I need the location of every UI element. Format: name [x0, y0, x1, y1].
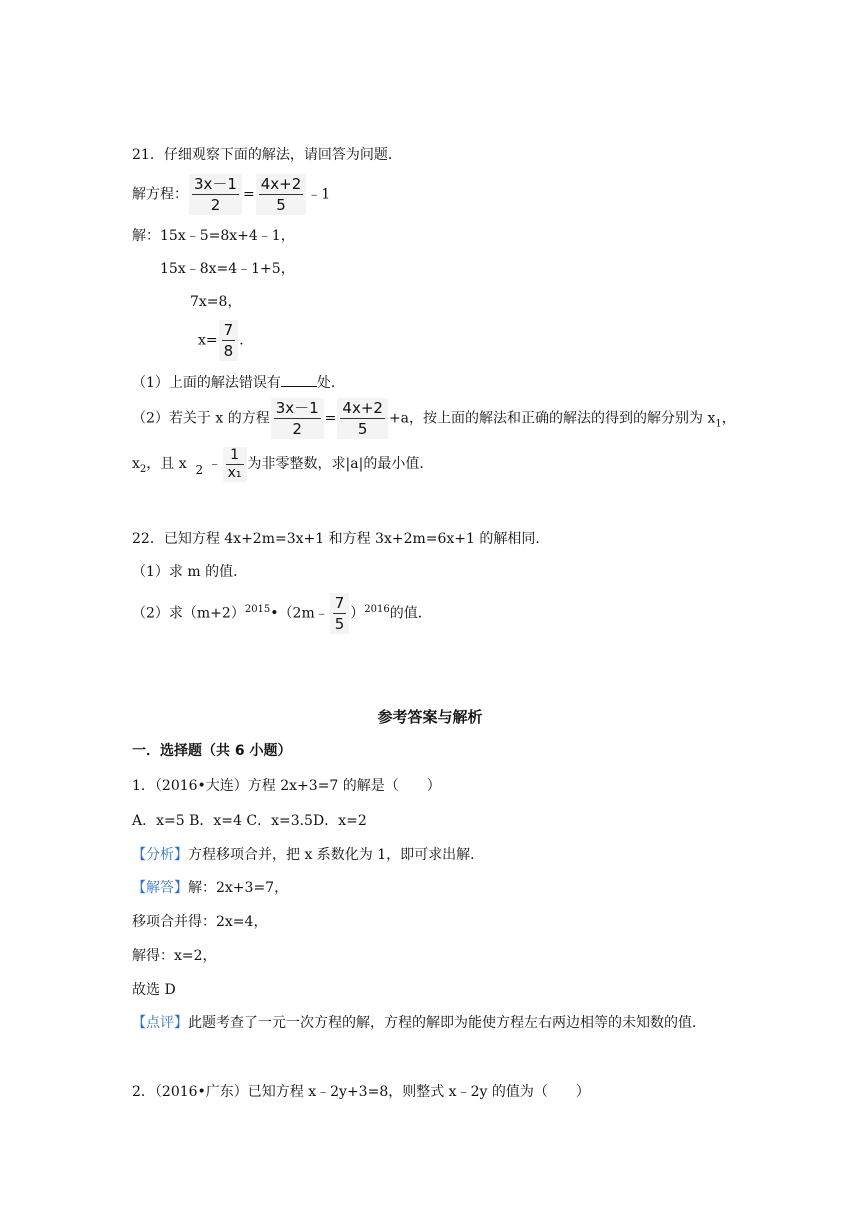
- analysis-text: 方程移项合并，把 x 系数化为 1，即可求出解．: [188, 847, 485, 863]
- q21-frac2-num: 4x+2: [260, 175, 302, 193]
- q22-part2-fraction: [330, 593, 350, 634]
- q21-step2: 15x﹣8x=4﹣1+5，: [160, 261, 295, 277]
- q21-part2-f: 2: [195, 463, 204, 477]
- q22-part2-b: •（2m﹣: [270, 605, 329, 622]
- q21-part2-frac1-den: 2: [292, 420, 302, 438]
- q21-step4-den: 8: [223, 342, 234, 360]
- q21-part2-sub1: 1: [715, 418, 722, 430]
- q22-part2-a: （2）求（m+2）: [132, 605, 245, 622]
- answers-solution: [132, 878, 288, 898]
- answers-sol-line4: 故选 D: [132, 982, 176, 998]
- q21-part2-sub2: 2: [139, 463, 147, 475]
- q21-step4-num: 7: [223, 321, 234, 339]
- q21-equation: [132, 174, 330, 215]
- q22-intro: 22．已知方程 4x+2m=3x+1 和方程 3x+2m=6x+1 的解相同．: [132, 531, 550, 547]
- q21-part2-a: （2）若关于 x 的方程: [132, 410, 270, 427]
- q22-part2-frac-den: 5: [334, 615, 345, 634]
- analysis-tag: 【分析】: [132, 847, 188, 863]
- answers-sol-line2: 移项合并得：2x=4，: [132, 914, 268, 930]
- answers-q1-options: A．x=5 B．x=4 C．x=3.5D．x=2: [132, 813, 367, 829]
- q21-fraction-2: [256, 174, 307, 215]
- q21-part2-line1: [132, 398, 736, 444]
- q21-step1: 解：15x﹣5=8x+4﹣1，: [132, 228, 295, 244]
- q21-eq-prefix: 解方程：: [132, 186, 188, 203]
- q21-intro: 21．仔细观察下面的解法，请回答为问题．: [132, 147, 402, 163]
- answers-title: 参考答案与解析: [377, 708, 483, 726]
- q22-part1: （1）求 m 的值．: [132, 564, 248, 580]
- comment-text: 此题考查了一元一次方程的解，方程的解即为能使方程左右两边相等的未知数的值．: [188, 1015, 706, 1031]
- q22-part2-sup2: 2016: [364, 604, 390, 615]
- q21-part1-suffix: 处．: [316, 375, 345, 391]
- q21-eq-equal: =: [242, 186, 255, 203]
- answers-q2: 2．（2016•广东）已知方程 x﹣2y+3=8，则整式 x﹣2y 的值为（ ）: [132, 1084, 590, 1100]
- q21-part2-frac2-den: 5: [357, 420, 368, 438]
- q22-part2-c: ）: [350, 605, 365, 622]
- q22-part2-sup1: 2015: [244, 604, 271, 615]
- q21-part2-d: x: [132, 456, 140, 472]
- q21-step4-fraction: [219, 320, 239, 361]
- q21-fraction-1: [189, 174, 242, 215]
- q21-part2-fraction-2: [337, 398, 388, 439]
- q22-part2-d: 的值．: [389, 605, 432, 622]
- q21-answer-blank: [281, 372, 317, 387]
- q21-part2-fraction-3: [223, 447, 247, 482]
- q21-part2-frac2-num: 4x+2: [342, 399, 383, 417]
- q22-part2: [132, 590, 432, 634]
- q21-part1-prefix: （1）上面的解法错误有: [132, 375, 281, 391]
- q21-part2-equal: =: [324, 410, 337, 427]
- q21-part2-frac3-num: 1: [226, 447, 244, 465]
- q22-part2-frac-num: 7: [334, 594, 345, 613]
- q21-part2-frac3-den: x₁: [227, 464, 242, 481]
- comment-tag: 【点评】: [132, 1015, 188, 1031]
- answers-comment: [132, 1013, 706, 1033]
- q21-step4: [198, 320, 253, 361]
- q21-part2-frac1-num: 3x－1: [275, 399, 319, 417]
- q21-part2-g: ﹣: [207, 456, 222, 472]
- q21-frac2-den: 5: [276, 196, 286, 214]
- q21-step4-suffix: ．: [239, 332, 254, 349]
- answers-section-heading: 一．选择题（共 6 小题）: [132, 743, 292, 759]
- q21-step4-prefix: x=: [198, 332, 218, 349]
- q21-eq-suffix: ﹣1: [307, 186, 331, 203]
- q21-step3: 7x=8，: [190, 294, 242, 310]
- q21-part2-h: 为非零整数，求|a|的最小值．: [247, 456, 434, 472]
- solution-text: 解：2x+3=7，: [188, 880, 289, 896]
- answers-sol-line3: 解得：x=2，: [132, 948, 217, 964]
- q21-part1: [132, 372, 345, 393]
- q21-frac1-num: 3x－1: [194, 175, 237, 193]
- q21-part2-b: +a，按上面的解法和正确的解法的得到的解分别为 x: [388, 410, 716, 427]
- q21-part2-c: ，: [721, 410, 736, 427]
- q21-part2-fraction-1: [271, 398, 324, 439]
- answers-q1: 1．（2016•大连）方程 2x+3=7 的解是（ ）: [132, 778, 441, 794]
- q21-frac1-den: 2: [210, 196, 221, 214]
- answers-analysis: [132, 845, 484, 865]
- q21-part2-e: ，且 x: [146, 456, 187, 472]
- q21-part2-line2: [132, 444, 433, 490]
- solution-tag: 【解答】: [132, 880, 188, 896]
